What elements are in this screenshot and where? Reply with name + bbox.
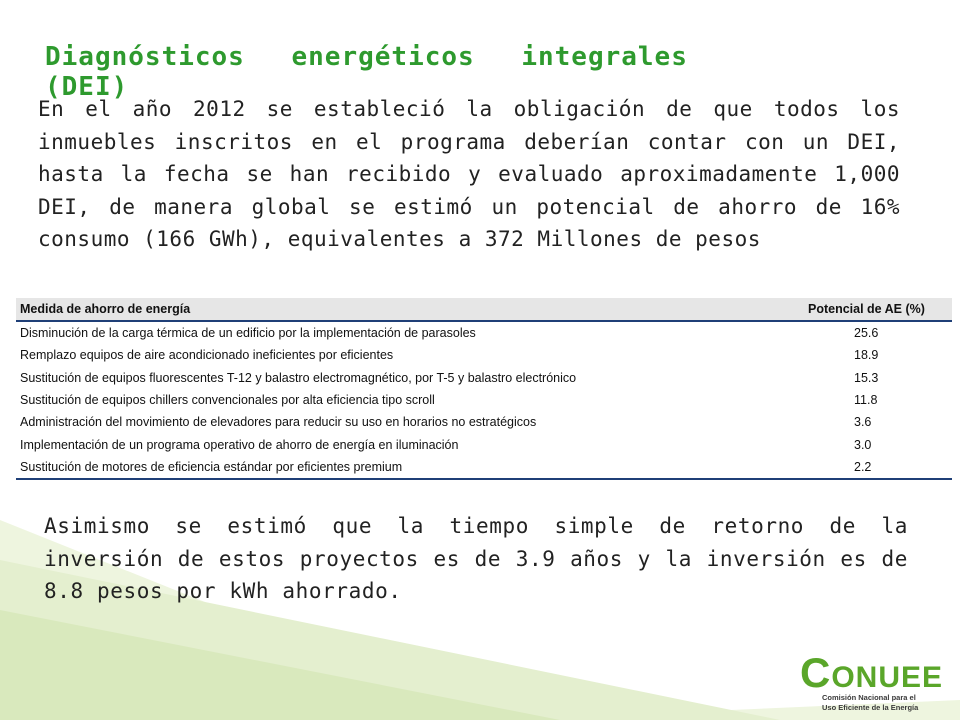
closing-paragraph: Asimismo se estimó que la tiempo simple de retorno de la inversión de estos proyectos es de 3.9 años y la inversión es de 8.8 pesos por kWh ahorrado. <box>44 514 908 603</box>
table-row <box>16 456 952 479</box>
table-row <box>16 321 952 344</box>
intro-paragraph: En el año 2012 se estableció la obligación de que todos los inmuebles inscritos en el programa deberían contar con un DEI, hasta la fecha se han recibido y evaluado aproximadamente 1,000 DEI, de manera global se estimó un potencial de ahorro de 16% consumo (166 GWh), equivalentes a 372 Millones de pesos <box>38 97 900 251</box>
potencial-cell: 25.6 <box>854 326 879 341</box>
table-row <box>16 389 952 411</box>
medida-cell: Implementación de un programa operativo de ahorro de energía en iluminación <box>20 437 459 452</box>
potencial-cell: 2.2 <box>808 456 952 479</box>
logo-subtitle-line1: Comisión Nacional para el <box>822 693 916 702</box>
column-header-potencial: Potencial de AE (%) <box>808 298 952 321</box>
medida-cell: Disminución de la carga térmica de un edificio por la implementación de parasoles <box>20 326 476 341</box>
medida-cell: Remplazo equipos de aire acondicionado ineficientes por eficientes <box>20 348 394 363</box>
table-header-row <box>16 298 952 321</box>
potencial-cell: 3.0 <box>854 437 872 452</box>
logo-wordmark: CONUEE <box>800 649 944 696</box>
potencial-cell: 18.9 <box>854 348 879 363</box>
medida-cell: Sustitución de equipos chillers convencionales por alta eficiencia tipo scroll <box>20 393 435 408</box>
table-row <box>16 411 952 433</box>
medida-cell: Administración del movimiento de elevadores para reducir su uso en horarios no estratégicos <box>20 415 537 430</box>
medida-cell: Sustitución de equipos fluorescentes T-12 y balastro electromagnético, por T-5 y balastro electrónico <box>20 370 577 385</box>
table-row <box>16 433 952 455</box>
table-row <box>16 367 952 389</box>
potencial-cell: 3.6 <box>854 415 872 430</box>
slide-title: Diagnósticos energéticos integrales (DEI) <box>45 42 688 102</box>
column-header-medida: Medida de ahorro de energía <box>16 298 808 321</box>
savings-table <box>16 298 952 480</box>
table-row <box>16 344 952 366</box>
potencial-cell: 11.8 <box>854 393 878 408</box>
medida-cell: Sustitución de motores de eficiencia estándar por eficientes premium <box>16 456 808 479</box>
logo-subtitle <box>822 693 918 713</box>
logo-subtitle-line2: Uso Eficiente de la Energía <box>822 703 919 712</box>
conuee-logo <box>800 649 950 715</box>
potencial-cell: 15.3 <box>854 370 879 385</box>
